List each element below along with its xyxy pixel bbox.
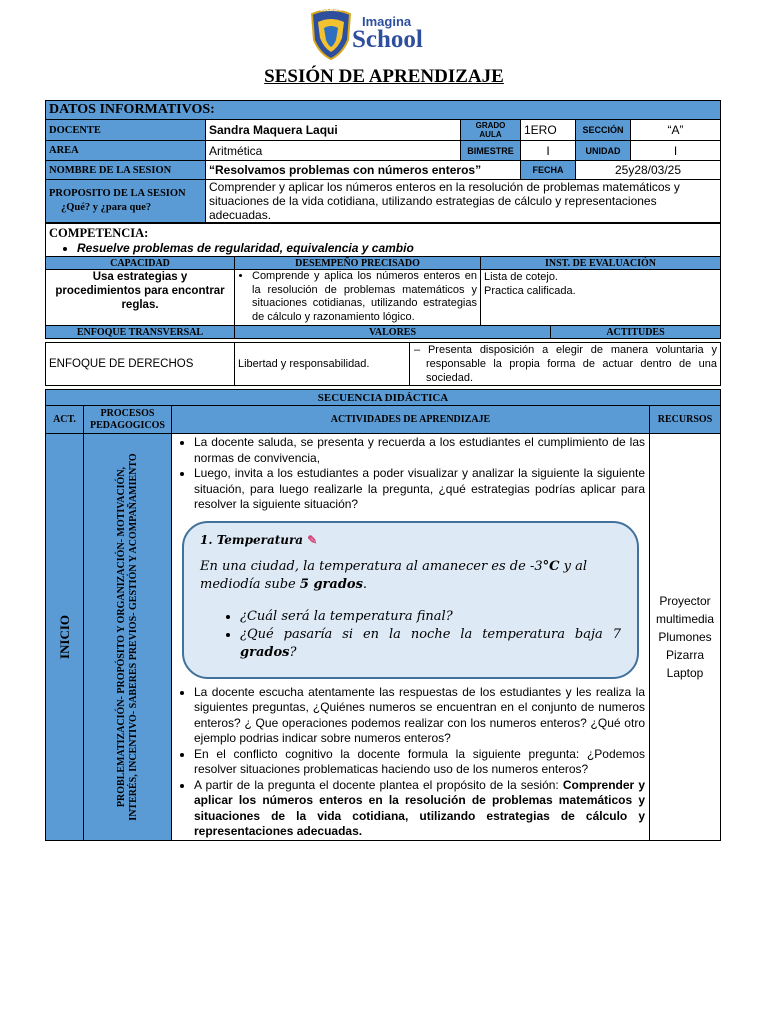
actitud-value: Presenta disposición a elegir de manera voluntaria y responsable la propia forma de actuar dentro de una sociedad. — [426, 344, 717, 384]
bimestre-label: BIMESTRE — [461, 141, 521, 161]
col-enfoque: ENFOQUE TRANSVERSAL — [46, 326, 235, 339]
dash-bullet-icon: – — [414, 344, 428, 356]
actividad-2: • Luego, invita a los estudiantes a poder visualizar y analizar la siguiente la siguiente situación, para luego realizarle la pregunta, ¿qué estrategias podrías aplicar para resolver la siguiente situación? — [194, 466, 645, 513]
problem-title — [200, 533, 621, 549]
enfoque-value: ENFOQUE DE DERECHOS — [46, 343, 235, 386]
logo-brand-2: School — [352, 26, 423, 53]
act-label: INICIO — [56, 614, 72, 659]
procesos-line-2: INTERÉS, INCENTIVO- SABERES PREVIOS- GESTIÓN Y ACOMPAÑAMIENTO — [127, 453, 139, 821]
col-act: ACT. — [46, 406, 84, 434]
inst-cell — [481, 270, 721, 326]
desempeno-cell — [235, 270, 481, 326]
problem-questions — [200, 608, 621, 662]
datos-section-title: DATOS INFORMATIVOS: — [46, 101, 721, 120]
bimestre-value: I — [521, 141, 576, 161]
page-title: SESIÓN DE APRENDIZAJE — [264, 66, 504, 87]
competencia-table — [45, 223, 721, 339]
actividad-1: • La docente saluda, se presenta y recuerda a los estudiantes el cumplimiento de las normas de convivencia, — [194, 435, 645, 466]
problem-question-2c: ? — [289, 645, 297, 660]
proposito-label — [46, 180, 206, 223]
actividades-cell — [172, 434, 650, 841]
inst-1: Lista de cotejo. — [484, 271, 558, 283]
grado-value: 1ERO — [521, 120, 576, 141]
recurso-4: Pizarra — [665, 647, 704, 662]
area-value: Aritmética — [206, 141, 461, 161]
desempeno-value: • Comprende y aplica los números enteros en la resolución de problemas matemáticos y situaciones cotidianas, utilizando estrategias de cálculo y razonamiento lógico. — [252, 270, 477, 324]
docente-label: DOCENTE — [46, 120, 206, 141]
problem-question-2b: grados — [240, 645, 290, 660]
col-valores: VALORES — [235, 326, 551, 339]
competencia-item: • Resuelve problemas de regularidad, equivalencia y cambio — [77, 241, 717, 255]
secuencia-title: SECUENCIA DIDÁCTICA — [46, 390, 721, 406]
fecha-label: FECHA — [521, 161, 576, 180]
grado-label: GRADO AULA — [461, 120, 521, 141]
enfoque-row — [45, 342, 721, 386]
fecha-value: 25y28/03/25 — [576, 161, 721, 180]
problem-text-b: °C — [542, 559, 560, 574]
capacidad-value: Usa estrategias y procedimientos para encontrar reglas. — [46, 270, 235, 326]
procesos-cell — [84, 434, 172, 841]
proposito-label-line1: PROPOSITO DE LA SESION — [49, 188, 186, 199]
area-label: AREA — [46, 141, 206, 161]
problem-text-a: En una ciudad, la temperatura al amanecer es de -3 — [200, 559, 543, 574]
inst-2: Practica calificada. — [484, 285, 576, 297]
docente-value: Sandra Maquera Laqui — [206, 120, 461, 141]
problem-question-2a: ¿Qué pasaría si en la noche la temperatura baja 7 — [240, 627, 621, 642]
col-actitudes: ACTITUDES — [551, 326, 721, 339]
logo-top-text: COLEGIO — [319, 7, 343, 13]
valores-value: Libertad y responsabilidad. — [235, 343, 410, 386]
seccion-value: “A” — [631, 120, 721, 141]
seccion-label: SECCIÓN — [576, 120, 631, 141]
datos-informativos-table — [45, 100, 721, 223]
act-cell — [46, 434, 84, 841]
actitud-cell — [410, 343, 721, 386]
problem-question-2 — [240, 626, 621, 662]
col-desempeno: DESEMPEÑO PRECISADO — [235, 257, 481, 270]
recurso-2: multimedia — [655, 611, 715, 626]
competencia-title: COMPETENCIA: — [49, 226, 149, 240]
sesion-label: NOMBRE DE LA SESION — [46, 161, 206, 180]
proposito-label-line2: ¿Qué? y ¿para que? — [61, 202, 152, 213]
secuencia-table — [45, 389, 721, 841]
shield-icon — [308, 6, 354, 60]
actividad-4: • En el conflicto cognitivo la docente formula la siguiente pregunta: ¿Podemos resolver situaciones problematicas haciendo uso de los numeros enteros? — [194, 747, 645, 778]
actividad-5 — [194, 778, 645, 840]
actividad-5-proposito: Comprender y aplicar los números enteros en la resolución de problemas matemáticos y situaciones de la vida cotidiana, utilizando estrategias de cálculo y representaciones adecuadas. — [194, 777, 645, 838]
recurso-3: Plumones — [658, 629, 712, 644]
proposito-value: Comprender y aplicar los números enteros en la resolución de problemas matemáticos y situaciones de la vida cotidiana, utilizando estrategias de cálculo y representaciones adecuadas. — [206, 180, 721, 223]
logo-brand-1: Imagina — [362, 14, 412, 29]
problem-question-1: • ¿Cuál será la temperatura final? — [240, 608, 621, 626]
problem-text-d: 5 grados — [299, 577, 363, 592]
col-recursos: RECURSOS — [650, 406, 721, 434]
recursos-cell — [650, 434, 721, 841]
problem-box — [182, 521, 639, 679]
school-logo — [308, 6, 438, 60]
col-inst-evaluacion: INST. DE EVALUACIÓN — [481, 257, 721, 270]
problem-text-c: y al mediodía sube — [200, 559, 588, 592]
col-actividades: ACTIVIDADES DE APRENDIZAJE — [172, 406, 650, 434]
actividad-3: • La docente escucha atentamente las respuestas de los estudiantes y les realiza la siguientes preguntas, ¿Quiénes numeros se encuentran en el conjunto de numeros enteros? ¿ Que operaciones podemos realizar con los numeros enteros? ¿Qué otro ejemplo podrias indicar sobre numeros enteros? — [194, 685, 645, 747]
procesos-line-1: PROBLEMATIZACIÓN- PROPÓSITO Y ORGANIZACIÓN- MOTIVACIÓN, — [115, 466, 127, 807]
competencia-block — [46, 224, 721, 257]
problem-text-e: . — [362, 577, 368, 592]
sesion-value: “Resolvamos problemas con números enteros” — [206, 161, 521, 180]
problem-text — [200, 558, 621, 594]
actividad-5-intro: A partir de la pregunta el docente plantea el propósito de la sesión: — [194, 777, 563, 792]
col-capacidad: CAPACIDAD — [46, 257, 235, 270]
unidad-value: I — [631, 141, 721, 161]
recurso-1: Proyector — [659, 593, 711, 608]
procesos-label — [116, 437, 140, 837]
recurso-5: Laptop — [666, 665, 704, 680]
col-procesos: PROCESOS PEDAGOGICOS — [84, 406, 172, 434]
unidad-label: UNIDAD — [576, 141, 631, 161]
problem-title-text: 1. Temperatura — [200, 532, 304, 547]
pencil-icon: ✎ — [307, 532, 318, 547]
